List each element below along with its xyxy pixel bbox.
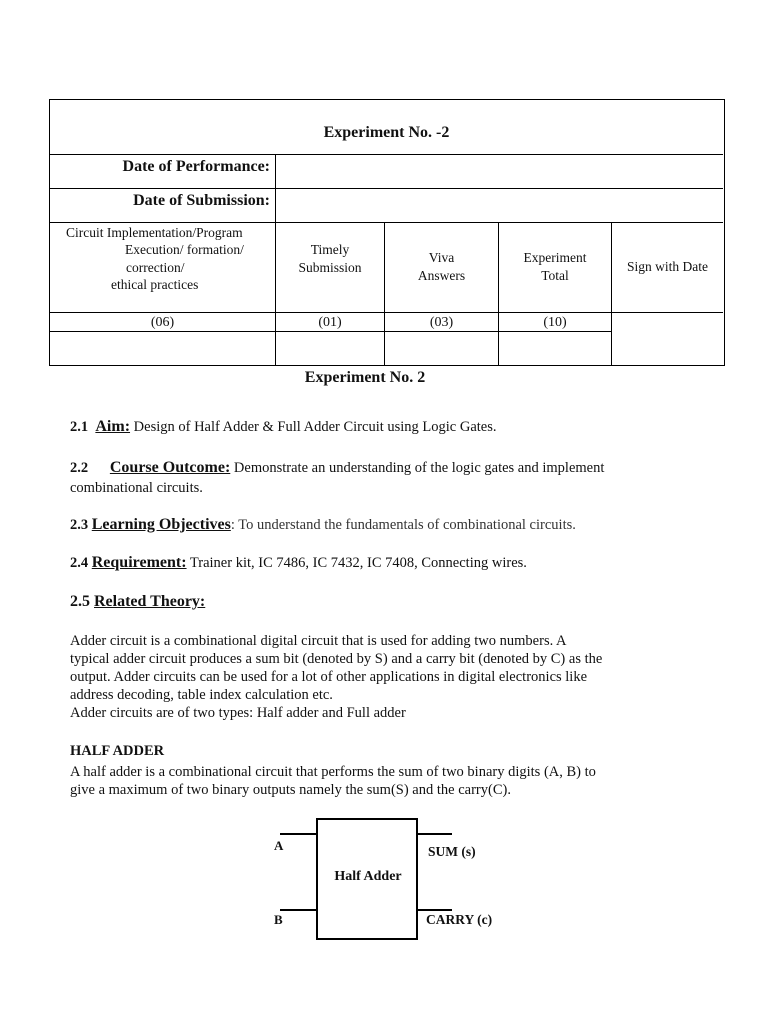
section-text: : To understand the fundamentals of combinational circuits. — [230, 517, 576, 533]
section-text: Trainer kit, IC 7486, IC 7432, IC 7408, Connecting wires. — [189, 555, 527, 571]
header-experiment-total: Experiment — [523, 250, 587, 265]
table-rule — [384, 222, 385, 365]
section-learning-objectives — [70, 516, 576, 534]
section-aim — [70, 418, 497, 436]
section-heading: Aim: — [95, 418, 131, 435]
section-number: 2.2 — [70, 460, 89, 476]
table-rule — [50, 222, 723, 223]
section-number: 2.1 — [70, 419, 89, 435]
section-text-continued: combinational circuits. — [70, 480, 203, 496]
theory-line: Adder circuits are of two types: Half adder and Full adder — [70, 705, 406, 721]
header-circuit-implementation: Execution/ formation/ — [125, 242, 244, 257]
section-number: 2.4 — [70, 555, 89, 571]
half-adder-text: give a maximum of two binary outputs namely the sum(S) and the carry(C). — [70, 782, 511, 798]
header-timely-submission: Timely — [310, 242, 350, 257]
section-text: Demonstrate an understanding of the logic gates and implement — [233, 460, 605, 476]
table-rule — [50, 312, 723, 313]
output-carry-label: CARRY (c) — [426, 912, 493, 927]
section-related-theory — [70, 593, 205, 611]
half-adder-heading: HALF ADDER — [70, 743, 165, 759]
table-rule — [50, 154, 723, 155]
header-experiment-total: Total — [541, 268, 569, 283]
header-circuit-implementation: correction/ — [126, 260, 185, 275]
section-number: 2.5 — [70, 593, 90, 610]
marks-timely: (01) — [318, 315, 342, 330]
header-viva-answers: Answers — [417, 268, 466, 283]
table-rule — [50, 188, 723, 189]
section-heading-text: Course Outcome: — [109, 459, 231, 476]
marks-total: (10) — [543, 315, 567, 330]
marks-viva: (03) — [429, 315, 454, 330]
date-of-submission-label: Date of Submission: — [133, 192, 270, 209]
experiment-header-table — [49, 99, 725, 366]
header-circuit-implementation: ethical practices — [111, 277, 199, 292]
marks-circuit: (06) — [150, 315, 175, 330]
section-course-outcome — [70, 459, 604, 477]
document-title: Experiment No. 2 — [304, 369, 426, 386]
header-sign-with-date: Sign with Date — [627, 259, 708, 274]
theory-line: address decoding, table index calculation etc. — [70, 687, 333, 703]
header-circuit-implementation: Circuit Implementation/Program — [66, 225, 243, 240]
table-rule — [50, 331, 611, 332]
theory-line: typical adder circuit produces a sum bit (denoted by S) and a carry bit (denoted by C) as the — [70, 651, 603, 667]
section-heading — [110, 459, 230, 476]
section-heading: Learning Objectives — [91, 516, 231, 533]
theory-line: Adder circuit is a combinational digital circuit that is used for adding two numbers. A — [70, 633, 567, 649]
header-viva-answers: Viva — [428, 250, 455, 265]
section-number: 2.3 — [70, 517, 89, 533]
table-rule — [498, 222, 499, 365]
output-sum-label: SUM (s) — [428, 844, 476, 859]
section-requirement — [70, 554, 527, 572]
experiment-number-title: Experiment No. -2 — [323, 124, 450, 141]
section-heading: Related Theory: — [94, 593, 206, 610]
input-b-label: B — [274, 912, 283, 927]
table-rule — [611, 222, 612, 365]
theory-line: output. Adder circuits can be used for a lot of other applications in digital electronics like — [70, 669, 588, 685]
half-adder-block-label: Half Adder — [334, 869, 402, 884]
half-adder-text: A half adder is a combinational circuit that performs the sum of two binary digits (A, B) to — [70, 764, 596, 780]
section-heading: Requirement: — [91, 554, 187, 571]
date-of-performance-label: Date of Performance: — [122, 158, 270, 175]
header-timely-submission: Submission — [298, 260, 362, 275]
input-a-label: A — [274, 838, 284, 853]
section-text: Design of Half Adder & Full Adder Circuit using Logic Gates. — [133, 419, 497, 435]
